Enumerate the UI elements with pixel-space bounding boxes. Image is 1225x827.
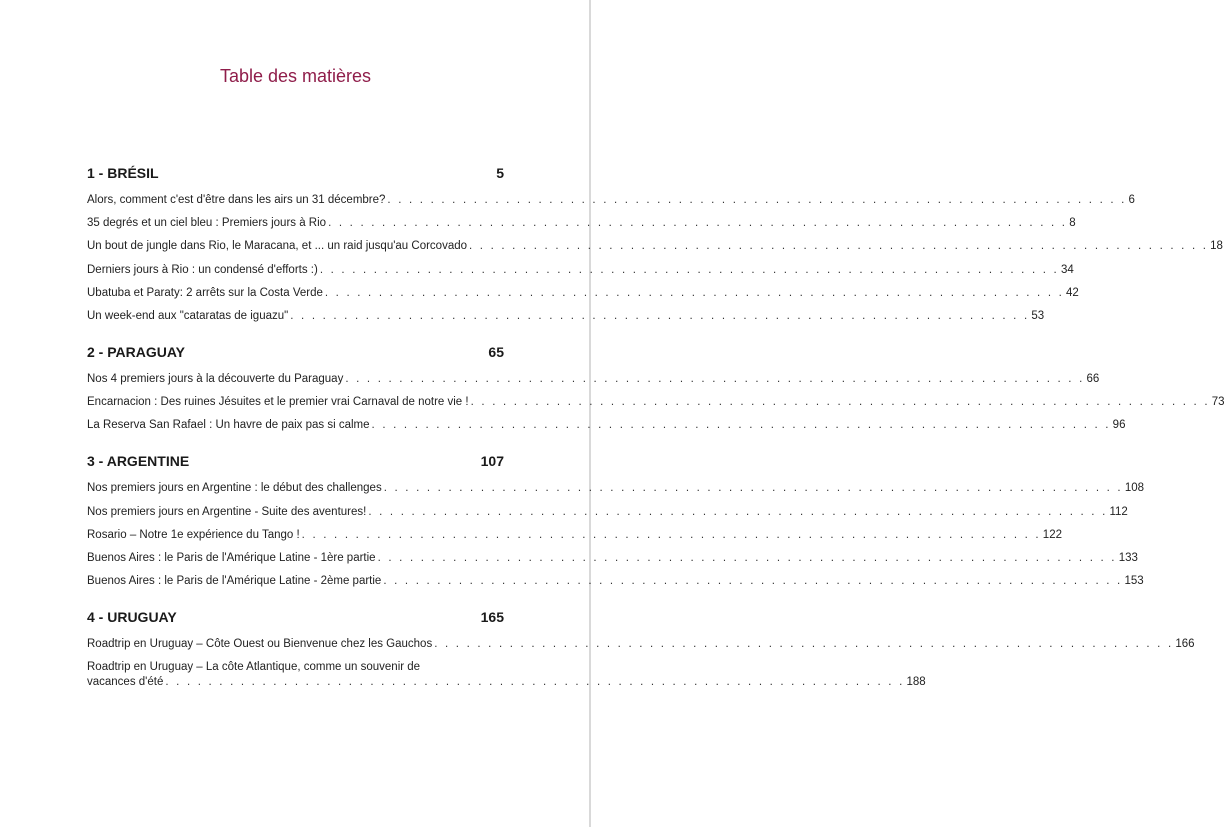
dot-leader <box>288 309 1031 324</box>
entry-title: Un week-end aux "cataratas de iguazu" <box>87 309 289 322</box>
entry-title: 35 degrés et un ciel bleu : Premiers jours à Rio <box>87 217 327 230</box>
dot-leader <box>467 239 1210 254</box>
dot-leader <box>326 216 1069 231</box>
section-title: 3 - ARGENTINE <box>87 453 190 470</box>
dot-leader <box>366 505 1109 520</box>
entry-title: Encarnacion : Des ruines Jésuites et le premier vrai Carnaval de notre vie ! <box>87 396 469 409</box>
section-title: 2 - PARAGUAY <box>87 343 186 360</box>
entry-title: Buenos Aires : le Paris de l'Amérique Latine - 2ème partie <box>87 575 382 588</box>
toc-entry[interactable] <box>87 193 1135 208</box>
dot-leader <box>318 263 1061 278</box>
entry-page: 73 <box>1211 396 1225 409</box>
toc-entry[interactable] <box>87 528 1062 543</box>
entry-title-line2: vacances d'été <box>87 676 164 689</box>
entry-title-line1: Roadtrip en Uruguay – La côte Atlantique, comme un souvenir de <box>87 661 421 674</box>
section-heading[interactable] <box>87 342 504 362</box>
toc-entry[interactable] <box>87 574 1144 589</box>
section-heading[interactable] <box>87 163 504 183</box>
dot-leader <box>469 395 1212 410</box>
section-heading[interactable] <box>87 607 504 627</box>
toc-entry[interactable] <box>87 505 1128 520</box>
entry-page: 66 <box>1086 372 1100 385</box>
toc-entry[interactable] <box>87 637 1195 652</box>
table-of-contents <box>87 163 1225 708</box>
dot-leader <box>370 418 1113 433</box>
dot-leader <box>385 193 1128 208</box>
entry-page: 6 <box>1128 194 1135 206</box>
section-page: 107 <box>480 453 504 470</box>
entry-title: Nos 4 premiers jours à la découverte du Paraguay <box>87 372 344 385</box>
entry-title: Nos premiers jours en Argentine : le début des challenges <box>87 482 382 495</box>
toc-entry[interactable] <box>87 660 926 690</box>
toc-section-paraguay <box>87 342 1225 433</box>
toc-section-uruguay <box>87 607 1195 690</box>
toc-entry[interactable] <box>87 418 1126 433</box>
toc-entry[interactable] <box>87 263 1074 278</box>
entry-title: Rosario – Notre 1e expérience du Tango ! <box>87 528 300 541</box>
entry-page: 153 <box>1124 575 1144 588</box>
entry-title: Un bout de jungle dans Rio, le Maracana, et ... un raid jusqu'au Corcovado <box>87 240 468 253</box>
toc-entry[interactable] <box>87 216 1076 231</box>
section-heading[interactable] <box>87 451 504 471</box>
section-page: 5 <box>496 165 504 181</box>
dot-leader <box>163 675 906 690</box>
toc-entry[interactable] <box>87 286 1079 301</box>
entry-title: Buenos Aires : le Paris de l'Amérique Latine - 1ère partie <box>87 551 376 564</box>
entry-page: 133 <box>1118 551 1138 564</box>
dot-leader <box>432 637 1175 652</box>
section-page: 65 <box>488 343 504 360</box>
entry-page: 108 <box>1124 482 1145 495</box>
entry-title-line2-row <box>87 675 926 690</box>
toc-entry[interactable] <box>87 395 1225 410</box>
entry-page: 122 <box>1042 528 1062 541</box>
page-edge <box>589 0 591 827</box>
dot-leader <box>300 528 1043 543</box>
entry-title: Ubatuba et Paraty: 2 arrêts sur la Costa Verde <box>87 286 323 299</box>
entry-title: Roadtrip en Uruguay – Côte Ouest ou Bienvenue chez les Gauchos <box>87 638 433 651</box>
toc-section-bresil <box>87 163 1223 324</box>
toc-section-argentine <box>87 451 1145 589</box>
entry-title: Alors, comment c'est d'être dans les airs un 31 décembre? <box>87 194 386 206</box>
section-title: 4 - URUGUAY <box>87 609 177 626</box>
dot-leader <box>382 481 1125 496</box>
page-title: Table des matières <box>219 66 372 86</box>
entry-page: 53 <box>1031 309 1045 322</box>
toc-entry[interactable] <box>87 372 1100 387</box>
toc-entry[interactable] <box>87 551 1138 566</box>
entry-page: 112 <box>1109 505 1128 518</box>
entry-page: 8 <box>1069 217 1076 230</box>
entry-page: 34 <box>1060 263 1074 276</box>
entry-title: Nos premiers jours en Argentine - Suite des aventures! <box>87 505 367 518</box>
entry-page: 42 <box>1066 286 1079 299</box>
entry-title: La Reserva San Rafael : Un havre de paix pas si calme <box>87 419 370 432</box>
dot-leader <box>343 372 1086 387</box>
section-page: 165 <box>480 609 504 626</box>
entry-page: 18 <box>1210 240 1223 253</box>
toc-entry[interactable] <box>87 309 1045 324</box>
entry-page: 96 <box>1112 419 1126 432</box>
section-title: 1 - BRÉSIL <box>87 165 159 181</box>
entry-page: 188 <box>906 676 926 689</box>
dot-leader <box>376 551 1119 566</box>
dot-leader <box>323 286 1066 301</box>
entry-title: Derniers jours à Rio : un condensé d'efforts :) <box>87 263 318 276</box>
entry-page: 166 <box>1175 638 1195 651</box>
toc-entry[interactable] <box>87 481 1145 496</box>
dot-leader <box>381 574 1124 589</box>
toc-entry[interactable] <box>87 239 1223 254</box>
